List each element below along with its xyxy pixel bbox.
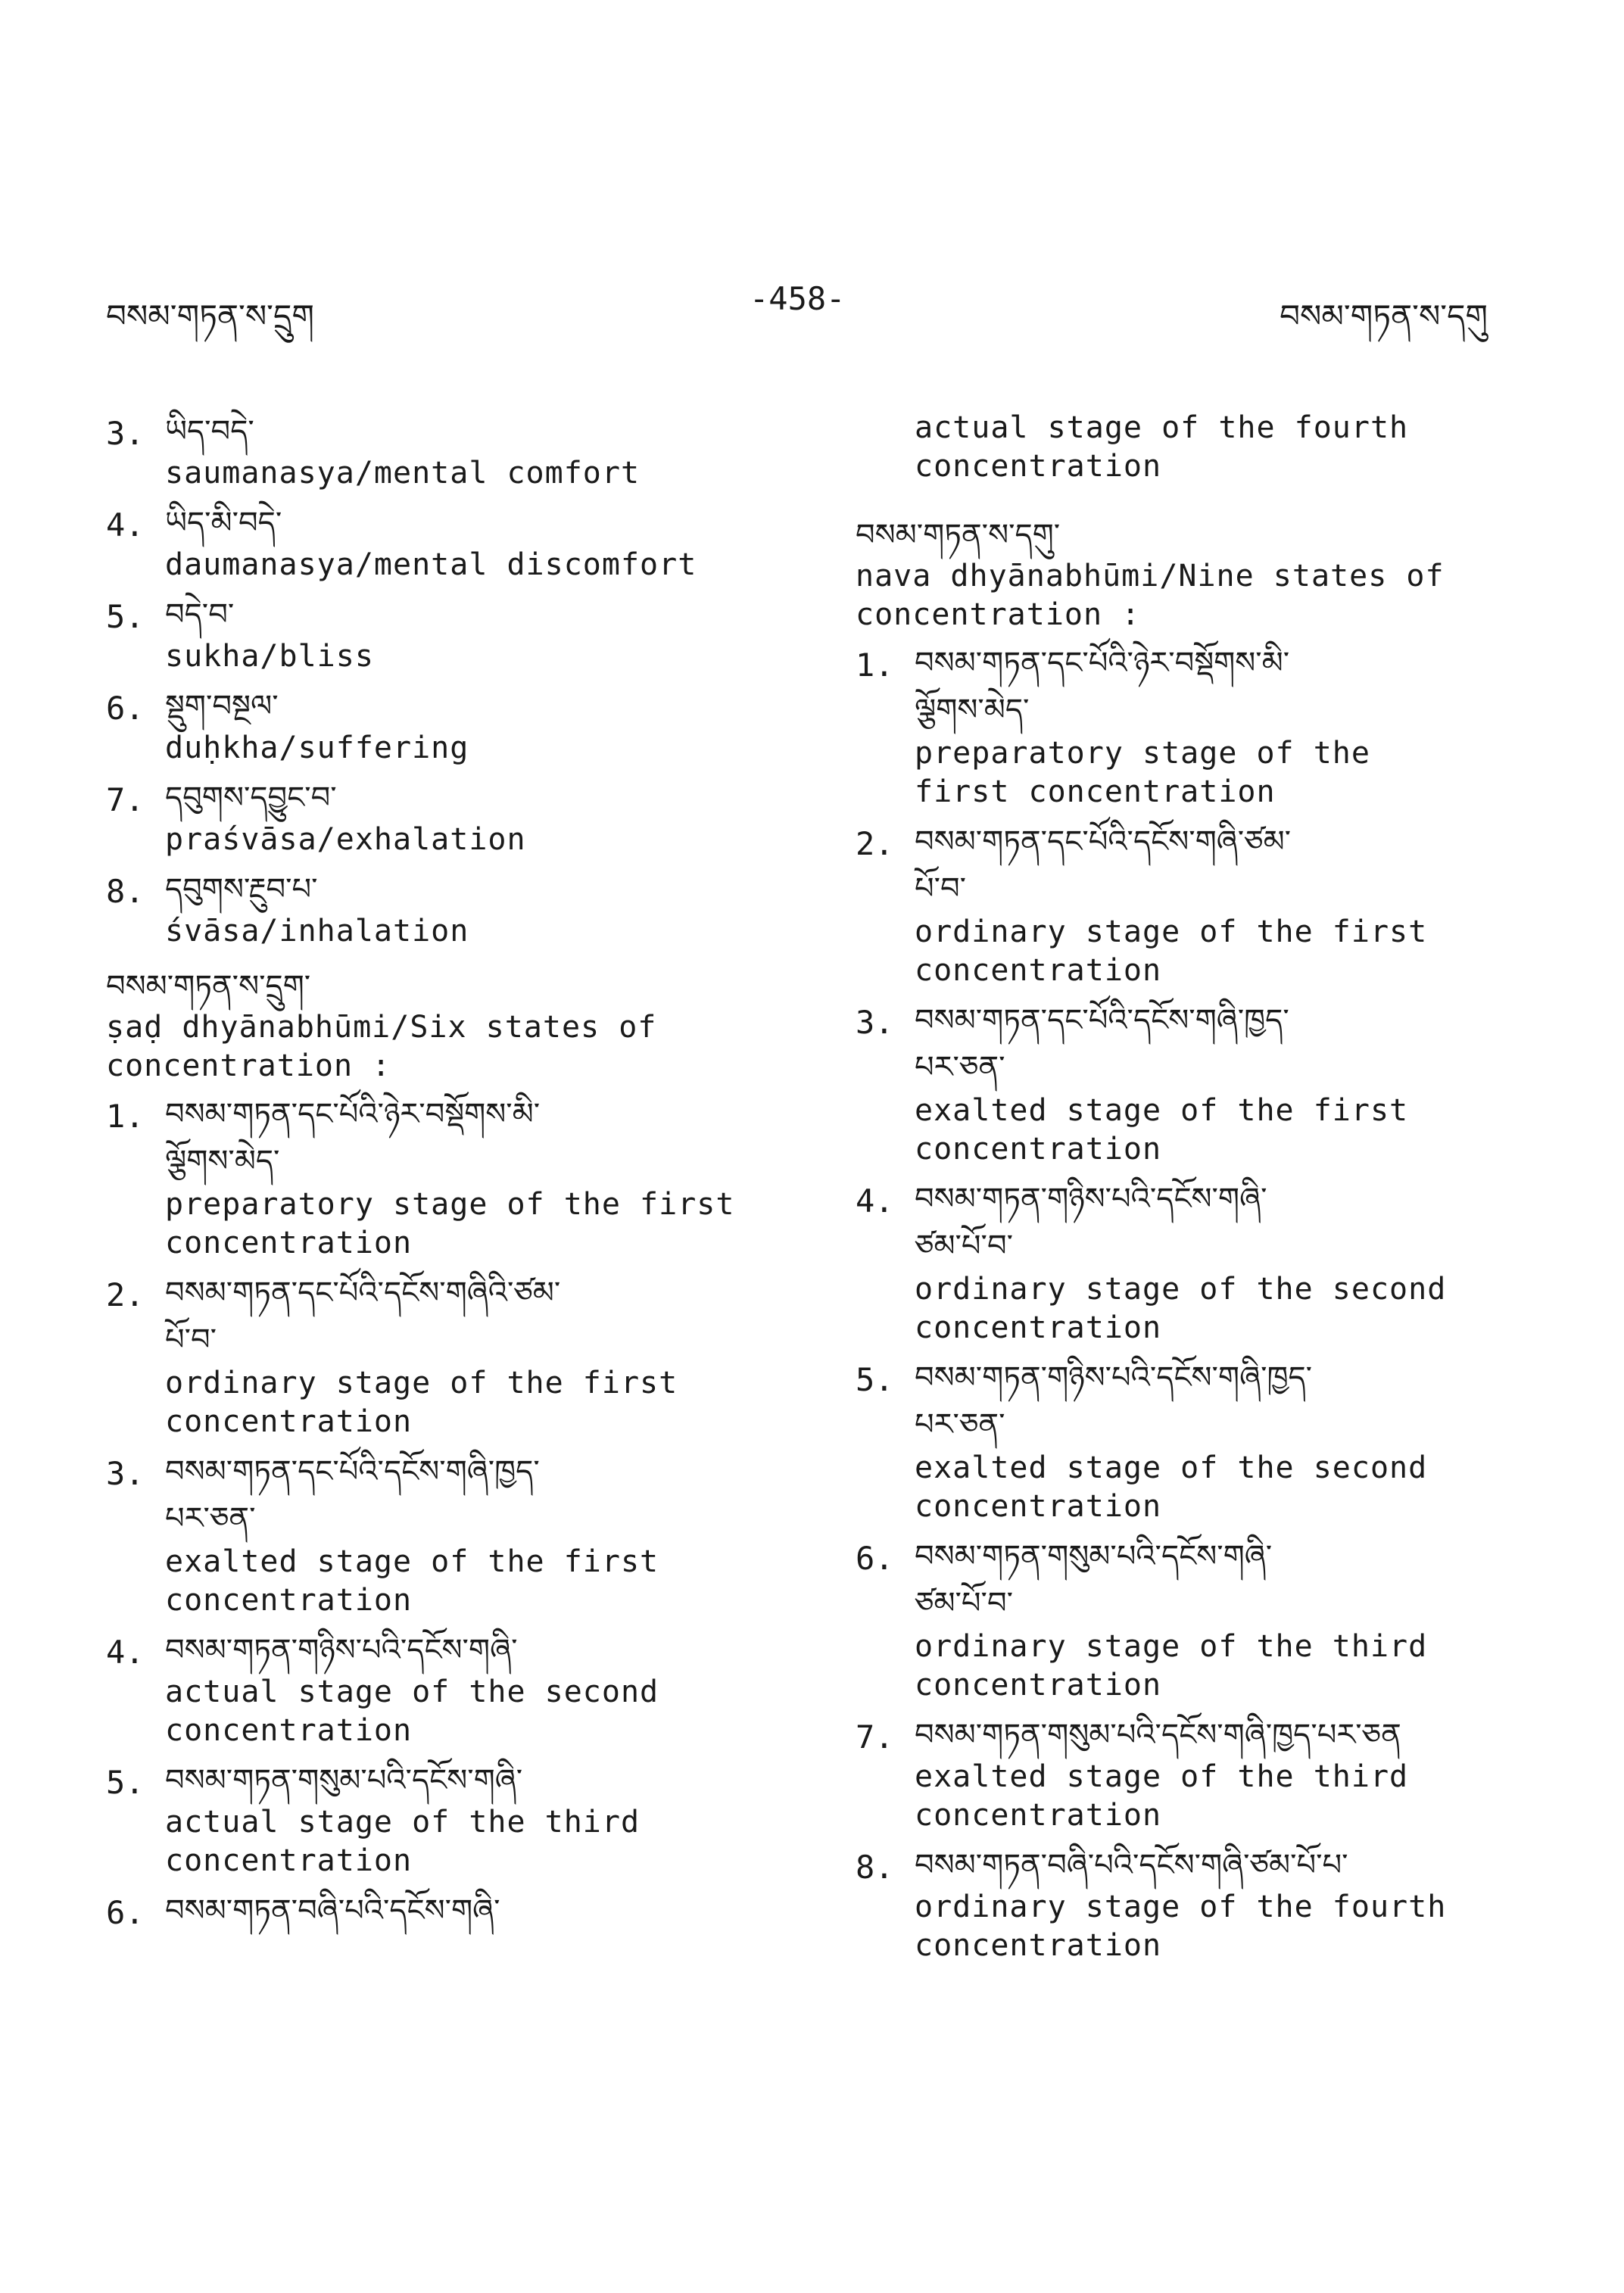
english-gloss-line2: concentration xyxy=(165,1226,413,1260)
item-number: 4. xyxy=(106,1634,145,1671)
list-item xyxy=(856,819,1567,990)
english-gloss-line1: exalted stage of the first xyxy=(915,1093,1409,1128)
english-gloss: saumanasya/mental comfort xyxy=(165,456,641,491)
tibetan-term-continued: པར་ཅན་ xyxy=(915,1407,1005,1442)
item-number: 6. xyxy=(106,1894,145,1931)
tibetan-term: བསམ་གཏན་དང་པོའི་དངོས་གཞི་ཁྱད་ xyxy=(915,1003,1289,1038)
tibetan-term-continued: པར་ཅན་ xyxy=(165,1501,256,1536)
english-gloss-line1: exalted stage of the first xyxy=(165,1544,659,1579)
tibetan-term: བསམ་གཏན་གསུམ་པའི་དངོས་གཞི་ཁྱད་པར་ཅན xyxy=(915,1718,1401,1752)
item-number: 4. xyxy=(106,506,145,544)
english-gloss-line1: exalted stage of the second xyxy=(915,1450,1428,1485)
tibetan-term-continued: པོ་བ་ xyxy=(165,1323,217,1357)
continued-entry xyxy=(856,409,1567,486)
list-item xyxy=(106,775,787,859)
english-gloss: praśvāsa/exhalation xyxy=(165,822,526,857)
tibetan-term-continued: ཙམ་པོ་བ་ xyxy=(915,1229,1013,1263)
english-gloss-line2: concentration xyxy=(165,1404,413,1439)
english-gloss-line2: concentration xyxy=(165,1843,413,1878)
english-gloss-line2: concentration xyxy=(165,1583,413,1618)
english-gloss-line1: ordinary stage of the second xyxy=(915,1272,1447,1307)
section-english-title-line2: concentration : xyxy=(106,1048,391,1083)
list-item xyxy=(106,1758,787,1880)
english-gloss-line1: preparatory stage of the xyxy=(915,736,1370,771)
tibetan-term: དབུགས་དབྱུང་བ་ xyxy=(165,780,337,815)
list-item xyxy=(106,1628,787,1750)
list-item xyxy=(856,1176,1567,1347)
english-gloss: sukha/bliss xyxy=(165,639,374,674)
english-gloss-line2: concentration xyxy=(915,1668,1162,1703)
tibetan-term-continued: ཙམ་པོ་བ་ xyxy=(915,1586,1013,1621)
tibetan-term-continued: ལྕོགས་མེད་ xyxy=(915,693,1030,727)
tibetan-term: བསམ་གཏན་དང་པོའི་དངོས་གཞི་ཁྱད་ xyxy=(165,1454,540,1489)
tibetan-term-continued: ལྕོགས་མེད་ xyxy=(165,1144,280,1179)
section-tibetan-title: བསམ་གཏན་ས་དགུ་ xyxy=(856,518,1061,553)
tibetan-term-continued: པོ་བ་ xyxy=(915,871,967,906)
tibetan-term: ཡིད་མི་བདེ་ xyxy=(165,506,282,541)
item-number: 1. xyxy=(106,1098,145,1135)
item-number: 2. xyxy=(856,825,894,862)
section-english-title-line1: nava dhyānabhūmi/Nine states of xyxy=(856,559,1445,594)
list-item xyxy=(856,1843,1567,1965)
section-tibetan-title: བསམ་གཏན་ས་དྲུག་ xyxy=(106,969,311,1004)
list-item xyxy=(106,684,787,768)
list-item xyxy=(106,409,787,493)
item-number: 6. xyxy=(856,1540,894,1577)
list-item xyxy=(106,1092,787,1263)
list-item xyxy=(856,1355,1567,1526)
list-item xyxy=(106,1270,787,1441)
english-gloss-line1: ordinary stage of the third xyxy=(915,1629,1428,1664)
english-gloss-line2: first concentration xyxy=(915,774,1276,809)
item-number: 8. xyxy=(856,1849,894,1886)
item-number: 5. xyxy=(856,1361,894,1398)
item-number: 1. xyxy=(856,646,894,684)
section-heading xyxy=(106,964,787,1086)
english-gloss-line1: preparatory stage of the first xyxy=(165,1187,735,1222)
list-item xyxy=(106,867,787,951)
section-english-title-line1: ṣaḍ dhyānabhūmi/Six states of xyxy=(106,1010,657,1045)
item-number: 8. xyxy=(106,873,145,910)
item-number: 3. xyxy=(856,1004,894,1041)
tibetan-term: བསམ་གཏན་གསུམ་པའི་དངོས་གཞི་ xyxy=(165,1763,523,1798)
tibetan-term: བསམ་གཏན་གཉིས་པའི་དངོས་གཞི་ཁྱད་ xyxy=(915,1360,1313,1395)
tibetan-term-continued: པར་ཅན་ xyxy=(915,1050,1005,1085)
tibetan-term: བསམ་གཏན་གསུམ་པའི་དངོས་གཞི་ xyxy=(915,1539,1273,1574)
english-gloss-line2: concentration xyxy=(915,449,1162,484)
tibetan-term: བསམ་གཏན་གཉིས་པའི་དངོས་གཞི་ xyxy=(165,1633,518,1668)
tibetan-term: སྡུག་བསྔལ་ xyxy=(165,689,279,724)
english-gloss-line2: concentration xyxy=(915,1132,1162,1167)
tibetan-term: བསམ་གཏན་དང་པོའི་ཉེར་བསྡོགས་མི་ xyxy=(165,1097,541,1132)
english-gloss-line1: actual stage of the third xyxy=(165,1805,641,1840)
list-item xyxy=(856,1534,1567,1705)
english-gloss: duḥkha/suffering xyxy=(165,731,469,765)
item-number: 4. xyxy=(856,1182,894,1220)
english-gloss-line2: concentration xyxy=(915,1310,1162,1345)
header-left-title: བསམ་གཏན་ས་དྲུག xyxy=(106,298,314,335)
tibetan-term: བསམ་གཏན་དང་པོའི་ཉེར་བསྡོགས་མི་ xyxy=(915,646,1290,681)
english-gloss-line1: exalted stage of the third xyxy=(915,1759,1409,1794)
item-number: 5. xyxy=(106,1764,145,1801)
tibetan-term: བསམ་གཏན་དང་པོའི་དངོས་གཞིའི་ཙམ་ xyxy=(165,1276,561,1310)
english-gloss-line1: ordinary stage of the first xyxy=(915,914,1428,949)
english-gloss: daumanasya/mental discomfort xyxy=(165,547,697,582)
english-gloss-line1: ordinary stage of the fourth xyxy=(915,1890,1447,1924)
english-gloss-line2: concentration xyxy=(915,953,1162,988)
tibetan-term: དབུགས་རྔུབ་པ་ xyxy=(165,872,318,907)
item-number: 5. xyxy=(106,598,145,635)
english-gloss-line2: concentration xyxy=(915,1489,1162,1524)
english-gloss-line2: concentration xyxy=(165,1713,413,1748)
list-item xyxy=(106,1449,787,1620)
list-item xyxy=(106,592,787,676)
tibetan-term: བསམ་གཏན་དང་པོའི་དངོས་གཞི་ཙམ་ xyxy=(915,824,1292,859)
list-item xyxy=(106,500,787,584)
header-right-title: བསམ་གཏན་ས་དགུ xyxy=(1280,298,1488,335)
tibetan-term: བསམ་གཏན་གཉིས་པའི་དངོས་གཞི་ xyxy=(915,1182,1267,1217)
section-english-title-line2: concentration : xyxy=(856,597,1141,632)
left-column xyxy=(106,409,787,1941)
list-item xyxy=(856,640,1567,812)
item-number: 7. xyxy=(106,781,145,818)
english-gloss-line1: actual stage of the second xyxy=(165,1675,659,1709)
item-number: 7. xyxy=(856,1718,894,1756)
list-item xyxy=(856,1712,1567,1835)
english-gloss-line1: ordinary stage of the first xyxy=(165,1366,678,1400)
tibetan-term: བསམ་གཏན་བཞི་པའི་དངོས་གཞི་ xyxy=(165,1893,500,1928)
item-number: 2. xyxy=(106,1276,145,1313)
tibetan-term: བསམ་གཏན་བཞི་པའི་དངོས་གཞི་ཙམ་པོ་པ་ xyxy=(915,1848,1348,1883)
list-item xyxy=(856,998,1567,1169)
tibetan-term: བདེ་བ་ xyxy=(165,597,235,632)
english-gloss-line2: concentration xyxy=(915,1798,1162,1833)
section-heading xyxy=(856,513,1567,634)
right-column xyxy=(856,409,1567,1973)
item-number: 3. xyxy=(106,1455,145,1492)
page-number: -458- xyxy=(750,280,846,317)
english-gloss-line2: concentration xyxy=(915,1928,1162,1963)
english-gloss-line1: actual stage of the fourth xyxy=(915,410,1409,445)
english-gloss: śvāsa/inhalation xyxy=(165,914,469,949)
list-item xyxy=(106,1888,787,1933)
item-number: 3. xyxy=(106,415,145,452)
tibetan-term: ཡིད་བདེ་ xyxy=(165,414,254,449)
item-number: 6. xyxy=(106,690,145,727)
